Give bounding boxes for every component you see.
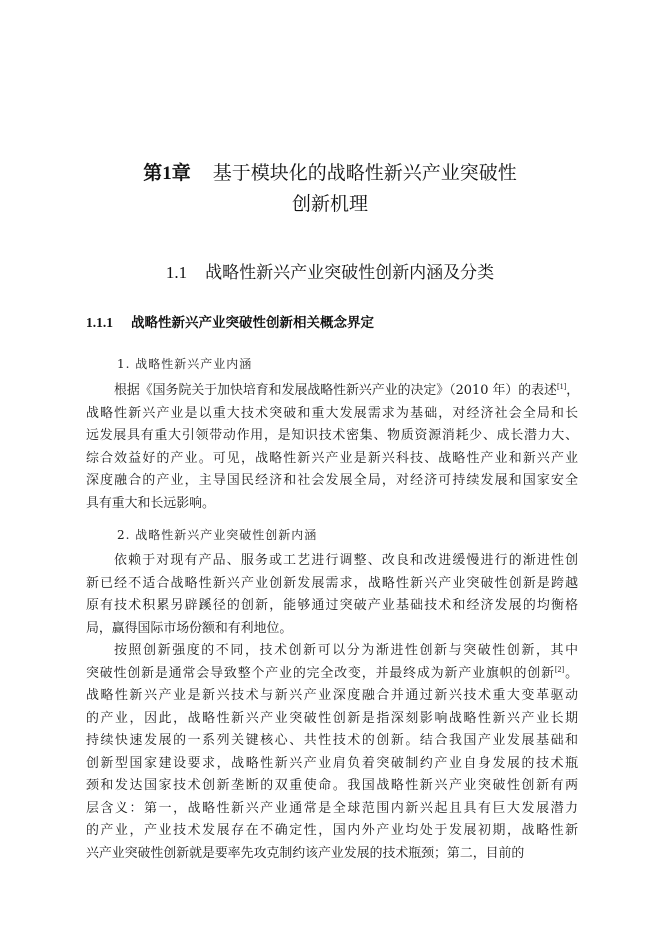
text-line bbox=[86, 775, 578, 798]
line-text: 深度融合的产业，主导国民经济和社会发展全局，对经济可持续发展和国家安全 bbox=[86, 473, 578, 488]
line-text: 战略性新兴产业是以重大技术突破和重大发展需求为基础，对经济社会全局和长 bbox=[86, 405, 578, 421]
text-line bbox=[86, 618, 578, 641]
punctuation: ， bbox=[566, 383, 580, 398]
text-line bbox=[86, 798, 578, 821]
text-line bbox=[86, 470, 578, 493]
text-line bbox=[86, 493, 578, 516]
text-line bbox=[86, 403, 578, 426]
line-text: 远发展具有重大引领带动作用，是知识技术密集、物质资源消耗少、成长潜力大、 bbox=[86, 428, 578, 443]
line-text: 突破性创新是通常会导致整个产业的完全改变，并最终成为新产业旗帜的创新 bbox=[86, 665, 555, 681]
text-line bbox=[86, 730, 578, 753]
subsection-title-text: 战略性新兴产业突破性创新相关概念界定 bbox=[131, 315, 374, 331]
line-text: 依赖于对现有产品、服务或工艺进行调整、改良和改进缓慢进行的渐进性创 bbox=[114, 553, 578, 568]
line-text: 按照创新强度的不同，技术创新可以分为渐进性创新与突破性创新，其中 bbox=[114, 643, 578, 658]
text-line bbox=[86, 550, 578, 573]
subsection-number: 1.1.1 bbox=[86, 315, 113, 330]
chapter-title-text: 基于模块化的战略性新兴产业突破性 bbox=[212, 162, 517, 184]
text-line bbox=[86, 753, 578, 776]
line-text: 原有技术积累另辟蹊径的创新，能够通过突破产业基础技术和经济发展的均衡格 bbox=[86, 598, 578, 613]
line-text: 创新型国家建设要求，战略性新兴产业肩负着突破制约产业自身发展的技术瓶 bbox=[86, 755, 578, 771]
subsection-title bbox=[86, 311, 374, 331]
line-text: 综合效益好的产业。可见，战略性新兴产业是新兴科技、战略性产业和新兴产业 bbox=[86, 450, 578, 466]
line-text: 颈和发达国家技术创新垄断的双重使命。我国战略性新兴产业突破性创新有两 bbox=[86, 778, 578, 793]
item-heading-1: 1. 战略性新兴产业内涵 bbox=[117, 357, 253, 371]
chapter-number: 第1章 bbox=[143, 163, 191, 184]
text-line bbox=[86, 820, 578, 843]
line-text: 的产业，因此，战略性新兴产业突破性创新是指深刻影响战略性新兴产业长期 bbox=[86, 710, 578, 726]
paragraph bbox=[86, 380, 578, 515]
text-line bbox=[86, 425, 578, 448]
chapter-title-line-2: 创新机理 bbox=[291, 193, 368, 215]
chapter-title-line-1 bbox=[80, 158, 580, 189]
line-text: 具有重大和长远影响。 bbox=[86, 495, 215, 511]
text-line bbox=[86, 380, 578, 403]
section-number: 1.1 bbox=[165, 263, 188, 282]
text-line bbox=[86, 595, 578, 618]
text-line bbox=[86, 573, 578, 596]
text-line bbox=[86, 843, 578, 866]
line-text: 兴产业突破性创新就是要率先攻克制约该产业发展的技术瓶颈；第二，目前的 bbox=[86, 845, 525, 861]
citation-reference[interactable]: [1] bbox=[556, 382, 567, 391]
text-line bbox=[86, 640, 578, 663]
section-title bbox=[80, 258, 580, 283]
section-title-text: 战略性新兴产业突破性创新内涵及分类 bbox=[205, 263, 495, 283]
citation-reference[interactable]: [2] bbox=[554, 664, 565, 674]
text-line bbox=[86, 448, 578, 471]
line-text: 局，赢得国际市场份额和有利地位。 bbox=[86, 620, 293, 636]
chapter-title bbox=[80, 158, 580, 220]
text-line bbox=[86, 708, 578, 731]
punctuation: 。 bbox=[564, 665, 579, 681]
line-text: 新已经不适合战略性新兴产业创新发展需求，战略性新兴产业突破性创新是跨越 bbox=[86, 575, 578, 591]
line-text: 根据《国务院关于加快培育和发展战略性新兴产业的决定》（2010 年）的表述 bbox=[114, 383, 557, 398]
paragraph bbox=[86, 550, 578, 640]
paragraph bbox=[86, 640, 578, 865]
line-text: 持续快速发展的一系列关键核心、共性技术的创新。结合我国产业发展基础和 bbox=[86, 733, 578, 748]
text-line bbox=[86, 663, 578, 686]
item-heading-2: 2. 战略性新兴产业突破性创新内涵 bbox=[117, 528, 318, 542]
line-text: 战略性新兴产业是新兴技术与新兴产业深度融合并通过新兴技术重大变革驱动 bbox=[86, 688, 578, 703]
text-line bbox=[86, 685, 578, 708]
line-text: 的产业，产业技术发展存在不确定性，国内外产业均处于发展初期，战略性新 bbox=[86, 823, 578, 838]
line-text: 层含义：第一，战略性新兴产业通常是全球范围内新兴起且具有巨大发展潜力 bbox=[86, 800, 578, 816]
